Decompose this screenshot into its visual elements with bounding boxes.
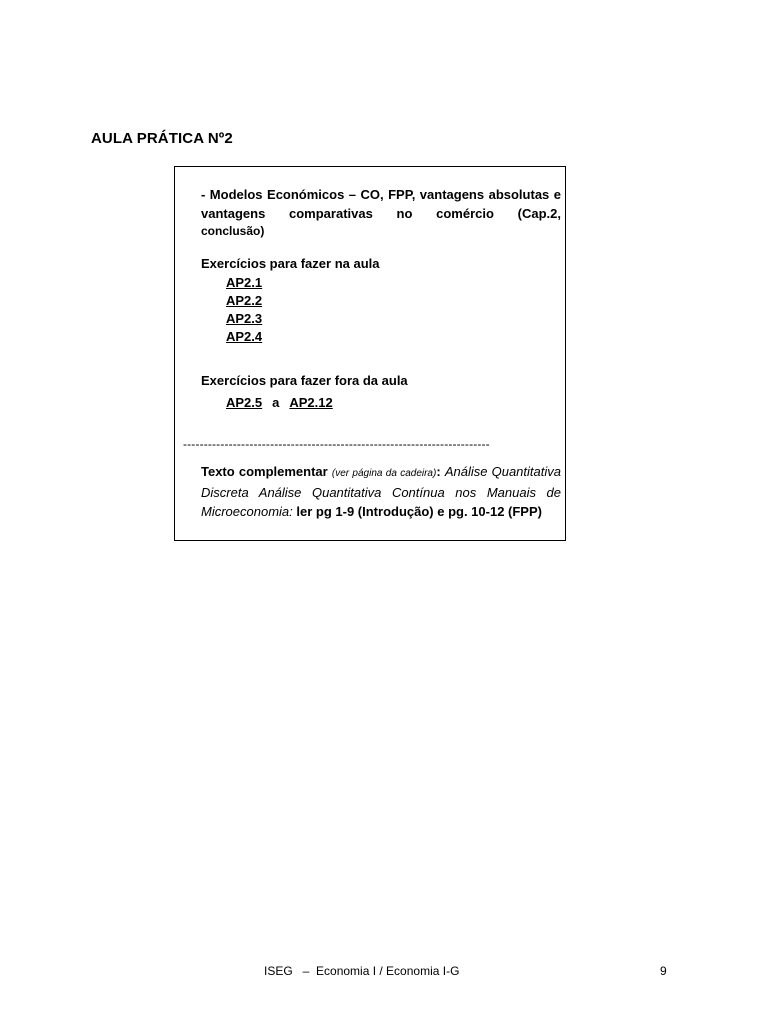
out-class-range [226, 394, 333, 412]
complement-colon: : [436, 464, 441, 479]
footer-text: ISEG – Economia I / Economia I-G [264, 964, 460, 978]
complement-works: Análise Quantitativa Discreta Análise Quantitativa Contínua nos Manuais de Microeconomia: [201, 464, 561, 519]
out-class-label: Exercícios para fazer fora da aula [201, 373, 408, 388]
exercise-link-ap2-2[interactable]: AP2.2 [226, 293, 263, 308]
complement-label: Texto complementar [201, 464, 328, 479]
topic-text-end: conclusão) [201, 224, 265, 238]
complementary-text [201, 462, 561, 521]
exercise-link-ap2-12[interactable]: AP2.12 [289, 395, 333, 410]
in-class-label: Exercícios para fazer na aula [201, 256, 380, 271]
lesson-box [174, 166, 566, 541]
topic-text: - Modelos Económicos – CO, FPP, vantagens absolutas e vantagens comparativas no comércio (Cap.2, [201, 187, 561, 221]
range-connector: a [272, 395, 280, 410]
exercise-link-ap2-3[interactable]: AP2.3 [226, 311, 263, 326]
exercise-link-ap2-5[interactable]: AP2.5 [226, 395, 263, 410]
complement-reading: ler pg 1-9 (Introdução) e pg. 10-12 (FPP) [296, 504, 542, 519]
exercise-link-ap2-4[interactable]: AP2.4 [226, 329, 263, 344]
page-number: 9 [660, 964, 667, 978]
page-title: AULA PRÁTICA Nº2 [91, 130, 233, 147]
complement-note: (ver página da cadeira) [331, 468, 437, 479]
exercise-link-ap2-1[interactable]: AP2.1 [226, 275, 263, 290]
separator-line: -------------------------------------------------------------------------- [183, 437, 490, 451]
in-class-exercise-list [226, 274, 262, 346]
